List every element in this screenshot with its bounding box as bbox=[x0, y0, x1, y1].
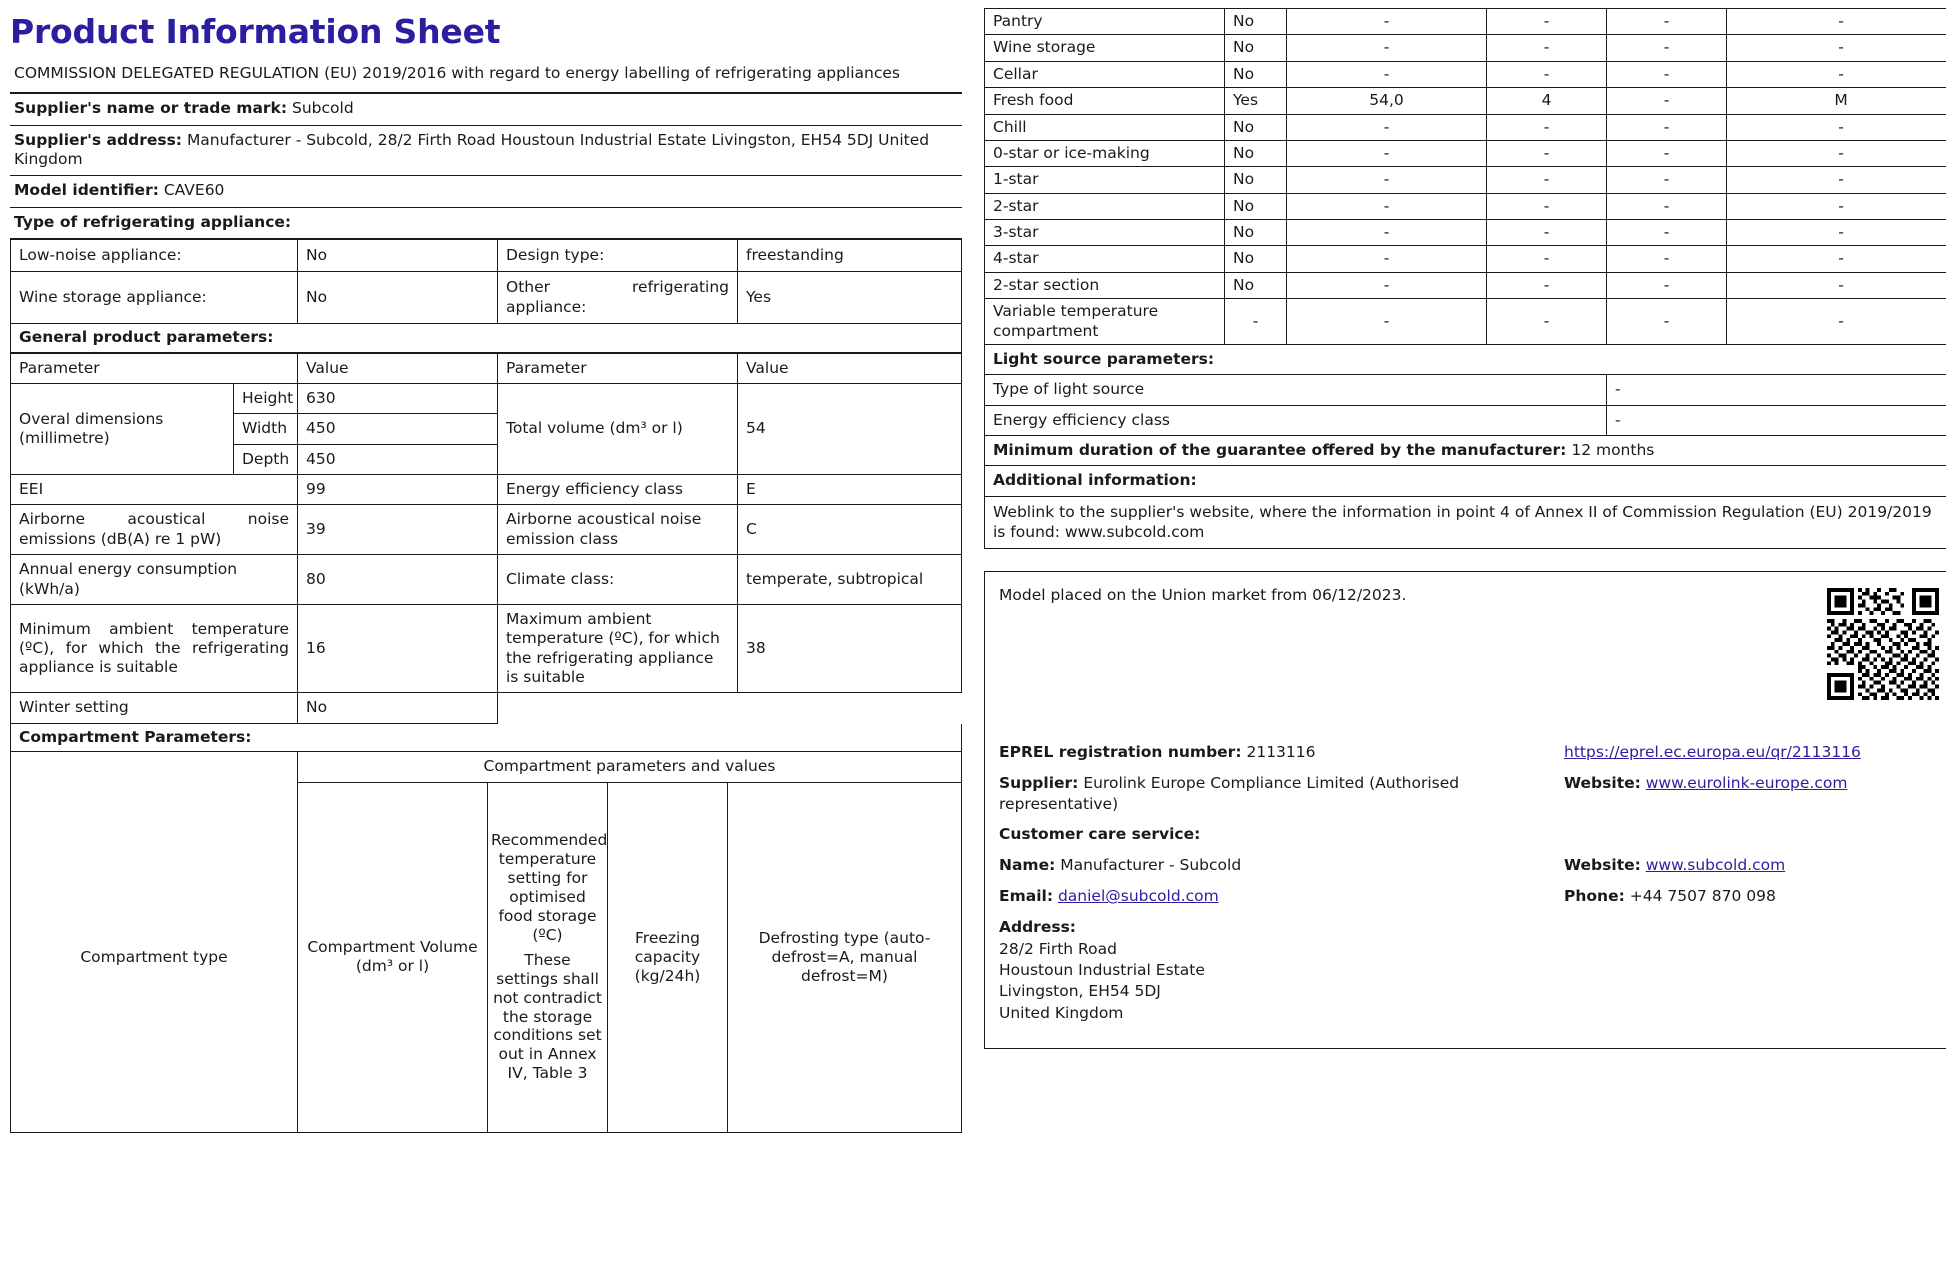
additional-information-label: Additional information: bbox=[985, 466, 1946, 496]
compartment-freezing-2-star: - bbox=[1607, 193, 1727, 219]
table-row bbox=[985, 193, 1946, 219]
table-row bbox=[11, 383, 962, 413]
right-column bbox=[984, 8, 1946, 1282]
table-header-row bbox=[11, 353, 962, 383]
compartment-present-variable-temperature: - bbox=[1225, 299, 1287, 345]
compartment-header-table bbox=[10, 751, 962, 1133]
col-recommended-temperature-part2: These settings shall not contradict the storage conditions set out in Annex IV, Table 3 bbox=[493, 950, 602, 1083]
compartment-defrost-0-star: - bbox=[1727, 140, 1946, 166]
table-row bbox=[985, 299, 1946, 345]
compartment-type-0-star: 0-star or ice-making bbox=[985, 140, 1225, 166]
email-label: Email: bbox=[999, 887, 1054, 906]
supplier-right bbox=[1564, 773, 1941, 815]
address-line-1: 28/2 Firth Road bbox=[999, 939, 1117, 958]
energy-efficiency-class-value: E bbox=[738, 475, 962, 505]
dimension-width-label: Width bbox=[234, 414, 298, 444]
regulation-intro: COMMISSION DELEGATED REGULATION (EU) 2019/2016 with regard to energy labelling of refrigerating appliances bbox=[10, 61, 962, 93]
email-left bbox=[999, 886, 1564, 907]
col-value-1: Value bbox=[298, 353, 498, 383]
model-identifier-row bbox=[10, 176, 962, 207]
compartment-temp-2-star-section: - bbox=[1487, 272, 1607, 298]
annual-energy-value: 80 bbox=[298, 555, 498, 605]
climate-class-label: Climate class: bbox=[498, 555, 738, 605]
compartment-type-cellar: Cellar bbox=[985, 61, 1225, 87]
compartment-type-variable-temperature: Variable temperature compartment bbox=[985, 299, 1225, 345]
compartment-present-2-star-section: No bbox=[1225, 272, 1287, 298]
model-identifier-value: CAVE60 bbox=[163, 181, 225, 200]
low-noise-value: No bbox=[298, 240, 498, 272]
name-label: Name: bbox=[999, 856, 1056, 875]
phone-right bbox=[1564, 886, 1941, 907]
table-row bbox=[985, 88, 1946, 114]
customer-care-right bbox=[1564, 824, 1941, 845]
compartment-type-pantry: Pantry bbox=[985, 9, 1225, 35]
compartment-present-fresh-food: Yes bbox=[1225, 88, 1287, 114]
supplier-address-value: Manufacturer - Subcold, 28/2 Firth Road Houstoun Industrial Estate Livingston, EH54 5DJ United Kingdom bbox=[14, 130, 930, 168]
customer-care-left bbox=[999, 824, 1564, 845]
compartment-temp-0-star: - bbox=[1487, 140, 1607, 166]
dimension-depth-label: Depth bbox=[234, 444, 298, 474]
registration-card bbox=[984, 571, 1946, 1049]
table-row bbox=[11, 724, 962, 751]
energy-efficiency-class-label: Energy efficiency class bbox=[498, 475, 738, 505]
light-source-section-label: Light source parameters: bbox=[985, 345, 1946, 375]
compartment-type-1-star: 1-star bbox=[985, 167, 1225, 193]
supplier-address-row bbox=[10, 125, 962, 176]
compartment-temp-chill: - bbox=[1487, 114, 1607, 140]
supplier-website-value[interactable]: www.eurolink-europe.com bbox=[1645, 773, 1848, 792]
address-label: Address: bbox=[999, 918, 1076, 937]
eei-value: 99 bbox=[298, 475, 498, 505]
table-header-row bbox=[11, 782, 962, 1133]
table-row bbox=[985, 345, 1946, 375]
compartment-volume-2-star: - bbox=[1287, 193, 1487, 219]
dimension-height-value: 630 bbox=[298, 383, 498, 413]
guarantee-label: Minimum duration of the guarantee offered by the manufacturer: bbox=[993, 441, 1567, 459]
supplier-row bbox=[999, 773, 1941, 815]
compartment-type-2-star: 2-star bbox=[985, 193, 1225, 219]
col-recommended-temperature-part1: Recommended temperature setting for optimised food storage (ºC) bbox=[491, 831, 608, 944]
compartment-temp-fresh-food: 4 bbox=[1487, 88, 1607, 114]
table-row bbox=[985, 496, 1946, 548]
table-row bbox=[11, 604, 962, 693]
table-row bbox=[985, 436, 1946, 466]
compartment-type-4-star: 4-star bbox=[985, 246, 1225, 272]
compartment-freezing-4-star: - bbox=[1607, 246, 1727, 272]
compartment-temp-4-star: - bbox=[1487, 246, 1607, 272]
email-value[interactable]: daniel@subcold.com bbox=[1057, 887, 1219, 906]
supplier-left bbox=[999, 773, 1564, 815]
weblink-cell bbox=[985, 496, 1946, 548]
table-row bbox=[985, 405, 1946, 435]
compartment-temp-pantry: - bbox=[1487, 9, 1607, 35]
supplier-value: Eurolink Europe Compliance Limited (Authorised representative) bbox=[999, 773, 1460, 813]
total-volume-label: Total volume (dm³ or l) bbox=[498, 383, 738, 474]
wine-storage-appliance-value: No bbox=[298, 272, 498, 324]
weblink-text: Weblink to the supplier's website, where the information in point 4 of Annex II of Commission Regulation (EU) 2019/2019 is found: bbox=[993, 502, 1932, 542]
supplier-label: Supplier: bbox=[999, 773, 1079, 792]
table-row bbox=[985, 9, 1946, 35]
compartment-defrost-chill: - bbox=[1727, 114, 1946, 140]
design-type-value: freestanding bbox=[738, 240, 962, 272]
table-row bbox=[985, 466, 1946, 496]
other-refrigerating-appliance-value: Yes bbox=[738, 272, 962, 324]
design-type-label: Design type: bbox=[498, 240, 738, 272]
light-source-table bbox=[984, 345, 1946, 549]
compartment-defrost-1-star: - bbox=[1727, 167, 1946, 193]
eprel-value: 2113116 bbox=[1246, 742, 1316, 761]
other-refrigerating-appliance-label: Other refrigerating appliance: bbox=[498, 272, 738, 324]
compartment-present-wine-storage: No bbox=[1225, 35, 1287, 61]
compartment-type-2-star-section: 2-star section bbox=[985, 272, 1225, 298]
appliance-type-table bbox=[10, 239, 962, 324]
supplier-address-cell bbox=[10, 125, 962, 176]
supplier-name-label: Supplier's name or trade mark: bbox=[14, 99, 288, 118]
compartment-type-chill: Chill bbox=[985, 114, 1225, 140]
compartment-defrost-wine-storage: - bbox=[1727, 35, 1946, 61]
compartment-defrost-pantry: - bbox=[1727, 9, 1946, 35]
winter-setting-label: Winter setting bbox=[11, 693, 298, 723]
table-row bbox=[985, 114, 1946, 140]
compartment-freezing-2-star-section: - bbox=[1607, 272, 1727, 298]
light-energy-efficiency-class-value: - bbox=[1607, 405, 1946, 435]
noise-emission-class-label: Airborne acoustical noise emission class bbox=[498, 505, 738, 555]
table-row bbox=[11, 324, 962, 352]
compartment-parameters-label: Compartment Parameters: bbox=[11, 724, 962, 751]
table-row bbox=[11, 555, 962, 605]
name-value: Manufacturer - Subcold bbox=[1060, 856, 1242, 875]
table-row bbox=[11, 475, 962, 505]
supplier-website-label: Website: bbox=[1564, 773, 1641, 792]
overall-dimensions-label: Overal dimensions (millimetre) bbox=[11, 383, 234, 474]
compartment-temp-wine-storage: - bbox=[1487, 35, 1607, 61]
col-compartment-volume: Compartment Volume (dm³ or l) bbox=[298, 782, 488, 1133]
col-compartment-type: Compartment type bbox=[11, 782, 298, 1133]
name-left bbox=[999, 855, 1564, 876]
compartment-temp-variable-temperature: - bbox=[1487, 299, 1607, 345]
dimension-depth-value: 450 bbox=[298, 444, 498, 474]
max-ambient-temp-label: Maximum ambient temperature (ºC), for which the refrigerating appliance is suitable bbox=[498, 604, 738, 693]
eei-label: EEI bbox=[11, 475, 298, 505]
compartment-present-2-star: No bbox=[1225, 193, 1287, 219]
compartment-temp-cellar: - bbox=[1487, 61, 1607, 87]
address-line-2: Houstoun Industrial Estate bbox=[999, 960, 1205, 979]
table-row bbox=[11, 272, 962, 324]
compartment-defrost-4-star: - bbox=[1727, 246, 1946, 272]
empty-cell-1 bbox=[498, 693, 738, 723]
appliance-type-cell bbox=[10, 207, 962, 238]
customer-care-row bbox=[999, 824, 1941, 845]
compartment-present-4-star: No bbox=[1225, 246, 1287, 272]
col-defrosting-type: Defrosting type (auto-defrost=A, manual defrost=M) bbox=[728, 782, 962, 1133]
left-column bbox=[10, 8, 962, 1282]
address-block bbox=[999, 917, 1941, 1024]
phone-label: Phone: bbox=[1564, 887, 1625, 906]
col-parameter-2: Parameter bbox=[498, 353, 738, 383]
compartment-present-1-star: No bbox=[1225, 167, 1287, 193]
supplier-header-table bbox=[10, 93, 962, 239]
compartment-freezing-0-star: - bbox=[1607, 140, 1727, 166]
weblink-value[interactable]: www.subcold.com bbox=[1064, 523, 1205, 542]
compartment-freezing-variable-temperature: - bbox=[1607, 299, 1727, 345]
general-parameters-label: General product parameters: bbox=[11, 324, 962, 352]
compartment-volume-cellar: - bbox=[1287, 61, 1487, 87]
supplier-name-value: Subcold bbox=[292, 99, 354, 118]
compartment-present-0-star: No bbox=[1225, 140, 1287, 166]
market-placed-text: Model placed on the Union market from 06/12/2023. bbox=[999, 585, 1407, 604]
compartment-volume-pantry: - bbox=[1287, 9, 1487, 35]
min-ambient-temp-label: Minimum ambient temperature (ºC), for which the refrigerating appliance is suitable bbox=[11, 604, 298, 693]
eprel-label: EPREL registration number: bbox=[999, 742, 1242, 761]
col-recommended-temperature bbox=[488, 782, 608, 1133]
compartment-defrost-2-star: - bbox=[1727, 193, 1946, 219]
page-title: Product Information Sheet bbox=[10, 12, 501, 51]
model-identifier-cell bbox=[10, 176, 962, 207]
compartment-volume-3-star: - bbox=[1287, 220, 1487, 246]
compartment-volume-1-star: - bbox=[1287, 167, 1487, 193]
eprel-left bbox=[999, 742, 1564, 763]
col-freezing-capacity: Freezing capacity (kg/24h) bbox=[608, 782, 728, 1133]
table-row bbox=[985, 272, 1946, 298]
table-row bbox=[11, 240, 962, 272]
compartment-rows bbox=[985, 9, 1946, 345]
wine-storage-appliance-label: Wine storage appliance: bbox=[11, 272, 298, 324]
compartment-volume-chill: - bbox=[1287, 114, 1487, 140]
max-ambient-temp-value: 38 bbox=[738, 604, 962, 693]
compartment-present-pantry: No bbox=[1225, 9, 1287, 35]
compartment-present-cellar: No bbox=[1225, 61, 1287, 87]
eprel-link[interactable]: https://eprel.ec.europa.eu/qr/2113116 bbox=[1564, 742, 1861, 761]
general-parameters-table bbox=[10, 353, 962, 724]
noise-emission-class-value: C bbox=[738, 505, 962, 555]
compartment-defrost-fresh-food: M bbox=[1727, 88, 1946, 114]
compartment-type-corner bbox=[11, 752, 298, 782]
compartment-freezing-chill: - bbox=[1607, 114, 1727, 140]
compartment-present-chill: No bbox=[1225, 114, 1287, 140]
eprel-row bbox=[999, 742, 1941, 763]
noise-emissions-label: Airborne acoustical noise emissions (dB(A) re 1 pW) bbox=[11, 505, 298, 555]
qr-code-icon bbox=[1827, 588, 1939, 700]
general-parameters-section-header bbox=[10, 324, 962, 352]
noise-emissions-value: 39 bbox=[298, 505, 498, 555]
dimension-height-label: Height bbox=[234, 383, 298, 413]
table-row bbox=[985, 140, 1946, 166]
compartment-volume-2-star-section: - bbox=[1287, 272, 1487, 298]
supplier-name-cell bbox=[10, 94, 962, 125]
compartment-defrost-cellar: - bbox=[1727, 61, 1946, 87]
compartment-volume-0-star: - bbox=[1287, 140, 1487, 166]
compartment-freezing-fresh-food: - bbox=[1607, 88, 1727, 114]
table-row bbox=[985, 35, 1946, 61]
table-row bbox=[985, 246, 1946, 272]
compartment-freezing-wine-storage: - bbox=[1607, 35, 1727, 61]
appliance-type-row bbox=[10, 207, 962, 238]
supplier-address-label: Supplier's address: bbox=[14, 130, 182, 149]
address-line-3: Livingston, EH54 5DJ bbox=[999, 982, 1161, 1001]
guarantee-value: 12 months bbox=[1571, 441, 1655, 459]
winter-setting-value: No bbox=[298, 693, 498, 723]
compartment-freezing-3-star: - bbox=[1607, 220, 1727, 246]
table-row bbox=[985, 220, 1946, 246]
name-right bbox=[1564, 855, 1941, 876]
type-of-light-source-label: Type of light source bbox=[985, 375, 1607, 405]
dimension-width-value: 450 bbox=[298, 414, 498, 444]
compartment-section-header bbox=[10, 724, 962, 751]
compartment-defrost-3-star: - bbox=[1727, 220, 1946, 246]
compartment-type-fresh-food: Fresh food bbox=[985, 88, 1225, 114]
light-energy-efficiency-class-label: Energy efficiency class bbox=[985, 405, 1607, 435]
climate-class-value: temperate, subtropical bbox=[738, 555, 962, 605]
table-row bbox=[11, 505, 962, 555]
annual-energy-label: Annual energy consumption (kWh/a) bbox=[11, 555, 298, 605]
col-value-2: Value bbox=[738, 353, 962, 383]
compartment-type-3-star: 3-star bbox=[985, 220, 1225, 246]
type-of-light-source-value: - bbox=[1607, 375, 1946, 405]
compartment-temp-3-star: - bbox=[1487, 220, 1607, 246]
compartment-volume-variable-temperature: - bbox=[1287, 299, 1487, 345]
supplier-name-row bbox=[10, 94, 962, 125]
empty-cell-2 bbox=[738, 693, 962, 723]
name-row bbox=[999, 855, 1941, 876]
compartment-defrost-variable-temperature: - bbox=[1727, 299, 1946, 345]
compartment-temp-2-star: - bbox=[1487, 193, 1607, 219]
low-noise-label: Low-noise appliance: bbox=[11, 240, 298, 272]
address-line-4: United Kingdom bbox=[999, 1003, 1124, 1022]
customer-care-label: Customer care service: bbox=[999, 825, 1201, 844]
compartment-temp-1-star: - bbox=[1487, 167, 1607, 193]
compartment-freezing-pantry: - bbox=[1607, 9, 1727, 35]
eprel-right bbox=[1564, 742, 1941, 763]
phone-value: +44 7507 870 098 bbox=[1629, 887, 1776, 906]
email-row bbox=[999, 886, 1941, 907]
table-row bbox=[985, 375, 1946, 405]
model-identifier-label: Model identifier: bbox=[14, 181, 159, 200]
compartment-freezing-cellar: - bbox=[1607, 61, 1727, 87]
name-website-value[interactable]: www.subcold.com bbox=[1645, 856, 1786, 875]
compartment-present-3-star: No bbox=[1225, 220, 1287, 246]
compartment-volume-wine-storage: - bbox=[1287, 35, 1487, 61]
col-parameter-1: Parameter bbox=[11, 353, 298, 383]
compartment-volume-4-star: - bbox=[1287, 246, 1487, 272]
appliance-type-label: Type of refrigerating appliance: bbox=[14, 212, 292, 231]
compartment-values-table bbox=[984, 8, 1946, 345]
card-spacer bbox=[999, 612, 1941, 732]
min-ambient-temp-value: 16 bbox=[298, 604, 498, 693]
name-website-label: Website: bbox=[1564, 856, 1641, 875]
compartment-type-wine-storage: Wine storage bbox=[985, 35, 1225, 61]
compartment-freezing-1-star: - bbox=[1607, 167, 1727, 193]
table-header-row bbox=[11, 752, 962, 782]
compartment-parameters-group-header: Compartment parameters and values bbox=[298, 752, 962, 782]
table-row bbox=[985, 167, 1946, 193]
table-row bbox=[11, 693, 962, 723]
table-row bbox=[985, 61, 1946, 87]
guarantee-cell bbox=[985, 436, 1946, 466]
compartment-volume-fresh-food: 54,0 bbox=[1287, 88, 1487, 114]
compartment-defrost-2-star-section: - bbox=[1727, 272, 1946, 298]
total-volume-value: 54 bbox=[738, 383, 962, 474]
